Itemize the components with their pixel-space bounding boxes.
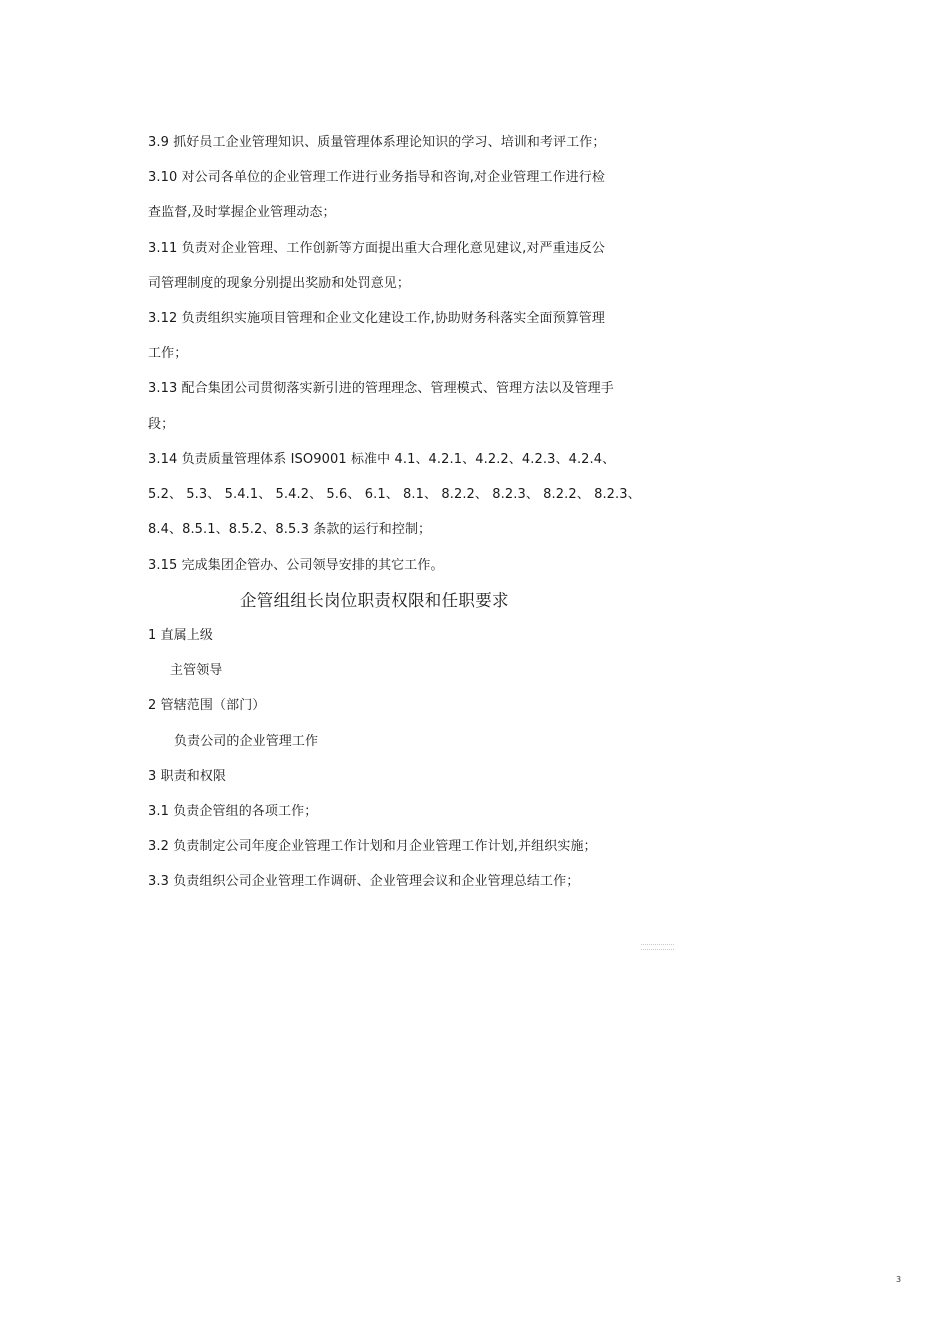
text-line: 5.2、 5.3、 5.4.1、 5.4.2、 5.6、 6.1、 8.1、 8.2.2、 8.2.3、 8.2.2、 8.2.3、 bbox=[148, 487, 641, 502]
text-line: 3.11 负责对企业管理、工作创新等方面提出重大合理化意见建议,对严重违反公 bbox=[148, 241, 606, 256]
duty-line: 3.3 负责组织公司企业管理工作调研、企业管理会议和企业管理总结工作； bbox=[148, 874, 580, 889]
section-title: 企管组组长岗位职责权限和任职要求 bbox=[240, 591, 509, 610]
item-heading: 3 职责和权限 bbox=[148, 769, 227, 784]
page-number: 3 bbox=[896, 1275, 902, 1284]
duty-line: 3.1 负责企管组的各项工作； bbox=[148, 804, 318, 819]
text-line: 3.13 配合集团公司贯彻落实新引进的管理理念、管理模式、管理方法以及管理手 bbox=[148, 381, 614, 396]
text-line: 3.14 负责质量管理体系 ISO9001 标准中 4.1、4.2.1、4.2.2、4.2.3、4.2.4、 bbox=[148, 452, 616, 467]
text-line: 工作； bbox=[148, 346, 188, 361]
text-line: 司管理制度的现象分别提出奖励和处罚意见； bbox=[148, 276, 411, 291]
text-line: 3.10 对公司各单位的企业管理工作进行业务指导和咨询,对企业管理工作进行检 bbox=[148, 170, 606, 185]
text-line: 段； bbox=[148, 417, 175, 432]
item-value: 主管领导 bbox=[170, 663, 223, 678]
text-line: 3.9 抓好员工企业管理知识、质量管理体系理论知识的学习、培训和考评工作； bbox=[148, 135, 606, 150]
text-line: 3.15 完成集团企管办、公司领导安排的其它工作。 bbox=[148, 558, 444, 573]
text-line: 8.4、8.5.1、8.5.2、8.5.3 条款的运行和控制； bbox=[148, 522, 432, 537]
item-value: 负责公司的企业管理工作 bbox=[174, 734, 319, 749]
item-heading: 2 管辖范围（部门） bbox=[148, 698, 266, 713]
duty-line: 3.2 负责制定公司年度企业管理工作计划和月企业管理工作计划,并组织实施； bbox=[148, 839, 597, 854]
text-line: 3.12 负责组织实施项目管理和企业文化建设工作,协助财务科落实全面预算管理 bbox=[148, 311, 606, 326]
item-heading: 1 直属上级 bbox=[148, 628, 214, 643]
text-line: 查监督,及时掌握企业管理动态； bbox=[148, 205, 336, 220]
dotted-mark bbox=[641, 944, 674, 950]
